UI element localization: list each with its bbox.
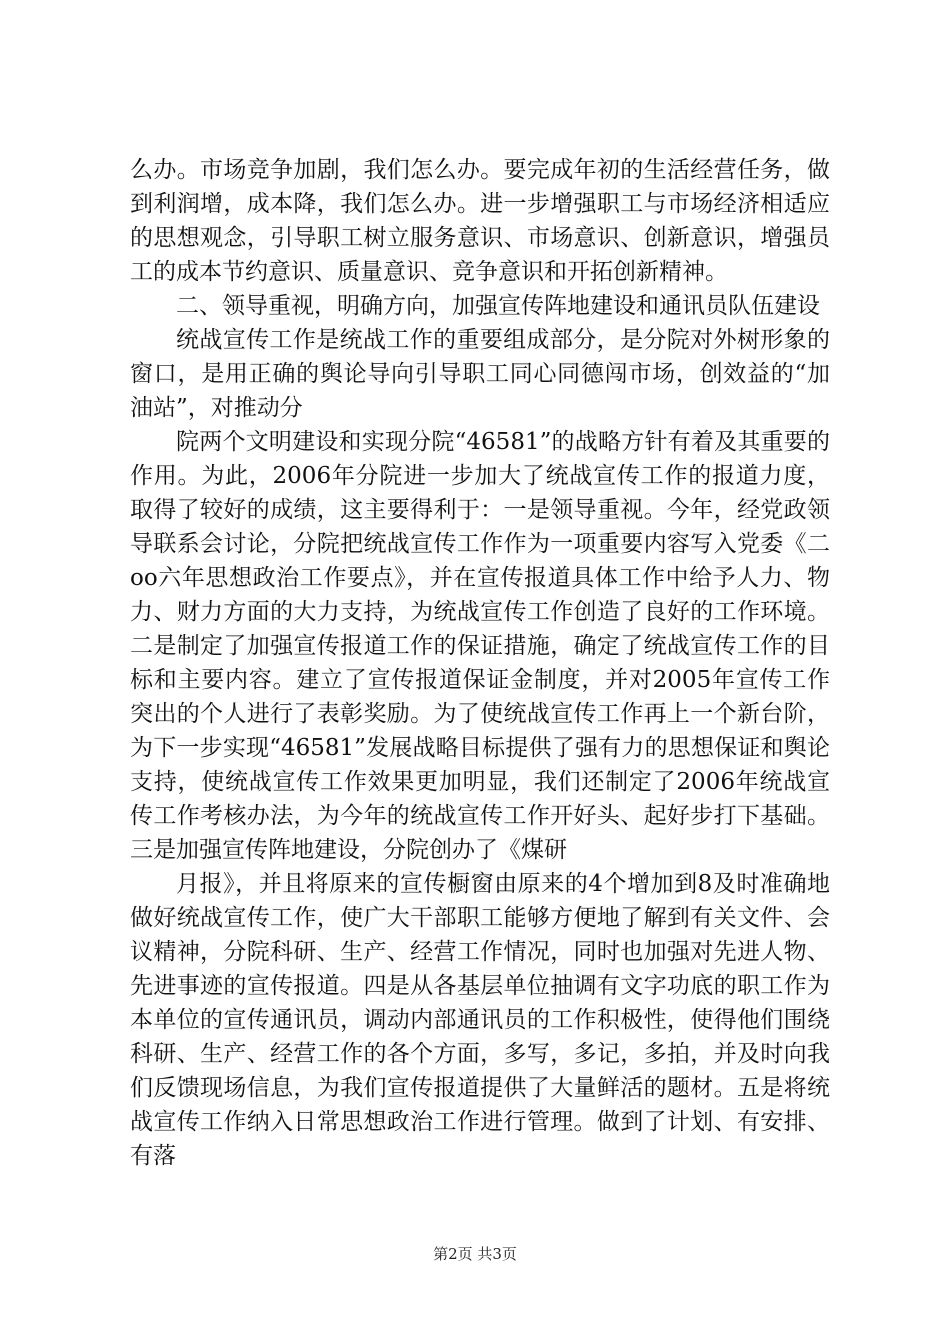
section-heading: 二、领导重视，明确方向，加强宣传阵地建设和通讯员队伍建设: [176, 293, 820, 319]
paragraph: 院两个文明建设和实现分院“46581”的战略方针有着及其重要的作用。为此，2006年分院进一步加大了统战宣传工作的报道力度，取得了较好的成绩，这主要得利于：一是领导重视。今年，经党政领导联系会讨论，分院把统战宣传工作作为一项重要内容写入党委《二oo六年思想政治工作要点》，并在宣传报道具体工作中给予人力、物力、财力方面的大力支持，为统战宣传工作创造了良好的工作环境。二是制定了加强宣传报道工作的保证措施，确定了统战宣传工作的目标和主要内容。建立了宣传报道保证金制度，并对2005年宣传工作突出的个人进行了表彰奖励。为了使统战宣传工作再上一个新台阶，为下一步实现“46581”发展战略目标提供了强有力的思想保证和舆论支持，使统战宣传工作效果更加明显，我们还制定了2006年统战宣传工作考核办法，为今年的统战宣传工作开好头、起好步打下基础。三是加强宣传阵地建设，分院创办了《煤研: [130, 429, 830, 863]
paragraph: 统战宣传工作是统战工作的重要组成部分，是分院对外树形象的窗口，是用正确的舆论导向引导职工同心同德闯市场，创效益的“加油站”，对推动分: [130, 327, 830, 421]
document-body: [130, 153, 830, 1173]
paragraph: 月报》，并且将原来的宣传橱窗由原来的4个增加到8及时准确地做好统战宣传工作，使广大干部职工能够方便地了解到有关文件、会议精神，分院科研、生产、经营工作情况，同时也加强对先进人物、先进事迹的宣传报道。四是从各基层单位抽调有文字功底的职工作为本单位的宣传通讯员，调动内部通讯员的工作积极性，使得他们围绕科研、生产、经营工作的各个方面，多写，多记，多拍，并及时向我们反馈现场信息，为我们宣传报道提供了大量鲜活的题材。五是将统战宣传工作纳入日常思想政治工作进行管理。做到了计划、有安排、有落: [130, 871, 830, 1169]
paragraph-continuation: 么办。市场竞争加剧，我们怎么办。要完成年初的生活经营任务，做到利润增，成本降，我们怎么办。进一步增强职工与市场经济相适应的思想观念，引导职工树立服务意识、市场意识、创新意识，增强员工的成本节约意识、质量意识、竞争意识和开拓创新精神。: [130, 157, 830, 285]
page-footer: 第2页 共3页: [433, 1245, 517, 1263]
